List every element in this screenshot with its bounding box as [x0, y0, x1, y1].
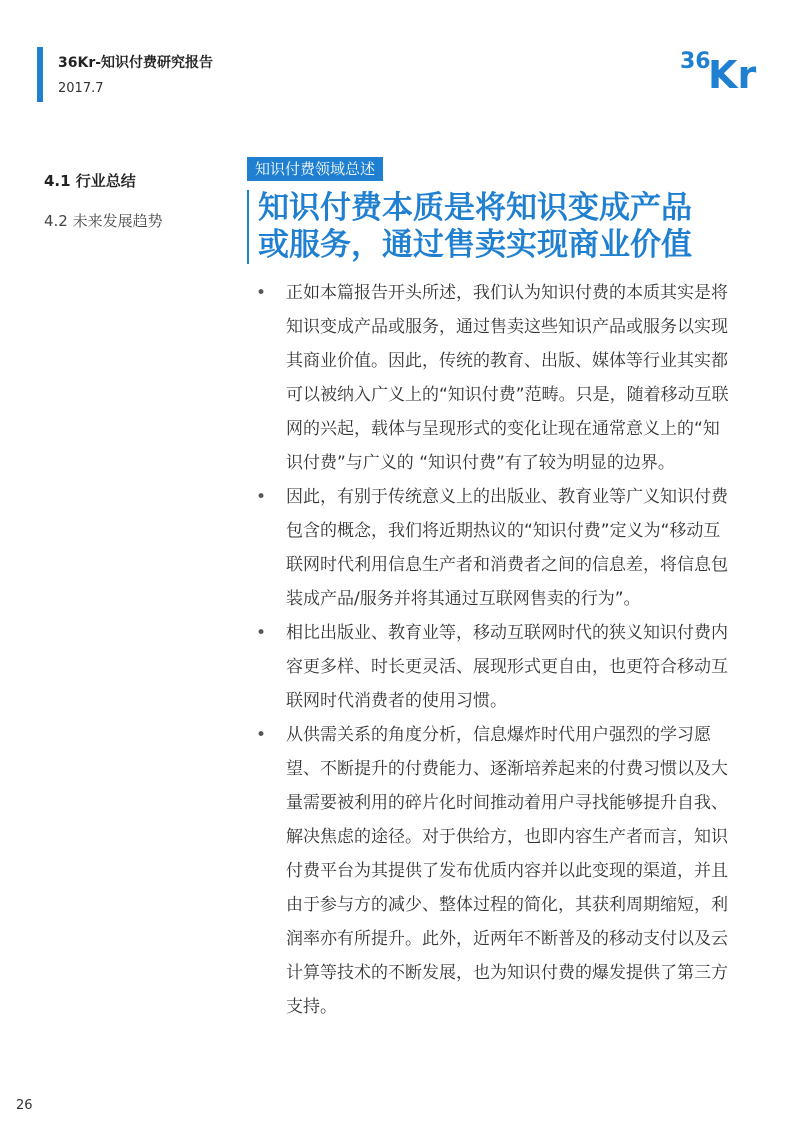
bullet-paragraph: • 因此，有别于传统意义上的出版业、教育业等广义知识付费包含的概念，我们将近期热议的“知识付费”定义为“移动互联网时代利用信息生产者和消费者之间的信息差，将信息包装成产品/服务并将其通过互联网售卖的行为”。 [256, 480, 730, 616]
header-accent-bar [37, 47, 43, 102]
page-number: 26 [16, 1098, 33, 1113]
logo-text-large: Kr [708, 53, 757, 92]
section-nav [44, 171, 163, 231]
brand-logo [678, 44, 770, 92]
bullet-paragraph: • 相比出版业、教育业等，移动互联网时代的狭义知识付费内容更多样、时长更灵活、展现形式更自由，也更符合移动互联网时代消费者的使用习惯。 [256, 616, 730, 718]
report-title: 36Kr-知识付费研究报告 [58, 55, 214, 71]
headline-line-1: 知识付费本质是将知识变成产品 [258, 190, 692, 226]
report-date: 2017.7 [58, 81, 104, 96]
bullet-paragraph: • 从供需关系的角度分析，信息爆炸时代用户强烈的学习愿望、不断提升的付费能力、逐渐培养起来的付费习惯以及大量需要被利用的碎片化时间推动着用户寻找能够提升自我、解决焦虑的途径。对于供给方，也即内容生产者而言，知识付费平台为其提供了发布优质内容并以此变现的渠道，并且由于参与方的减少、整体过程的简化，其获利周期缩短，利润率亦有所提升。此外，近两年不断普及的移动支付以及云计算等技术的不断发展，也为知识付费的爆发提供了第三方支持。 [256, 718, 730, 1024]
headline [247, 190, 778, 264]
nav-item-future-trends[interactable]: 4.2 未来发展趋势 [44, 212, 163, 230]
body-bullet-list [256, 276, 730, 1024]
bullet-paragraph: • 正如本篇报告开头所述，我们认为知识付费的本质其实是将知识变成产品或服务，通过售卖这些知识产品或服务以实现其商业价值。因此，传统的教育、出版、媒体等行业其实都可以被纳入广义上的“知识付费”范畴。只是，随着移动互联网的兴起，载体与呈现形式的变化让现在通常意义上的“知识付费”与广义的 “知识付费”有了较为明显的边界。 [256, 276, 730, 480]
headline-line-2: 或服务，通过售卖实现商业价值 [258, 227, 692, 263]
logo-text-small: 36 [680, 49, 711, 74]
section-label: 知识付费领域总述 [247, 157, 383, 181]
nav-item-industry-summary[interactable]: 4.1 行业总结 [44, 172, 136, 190]
